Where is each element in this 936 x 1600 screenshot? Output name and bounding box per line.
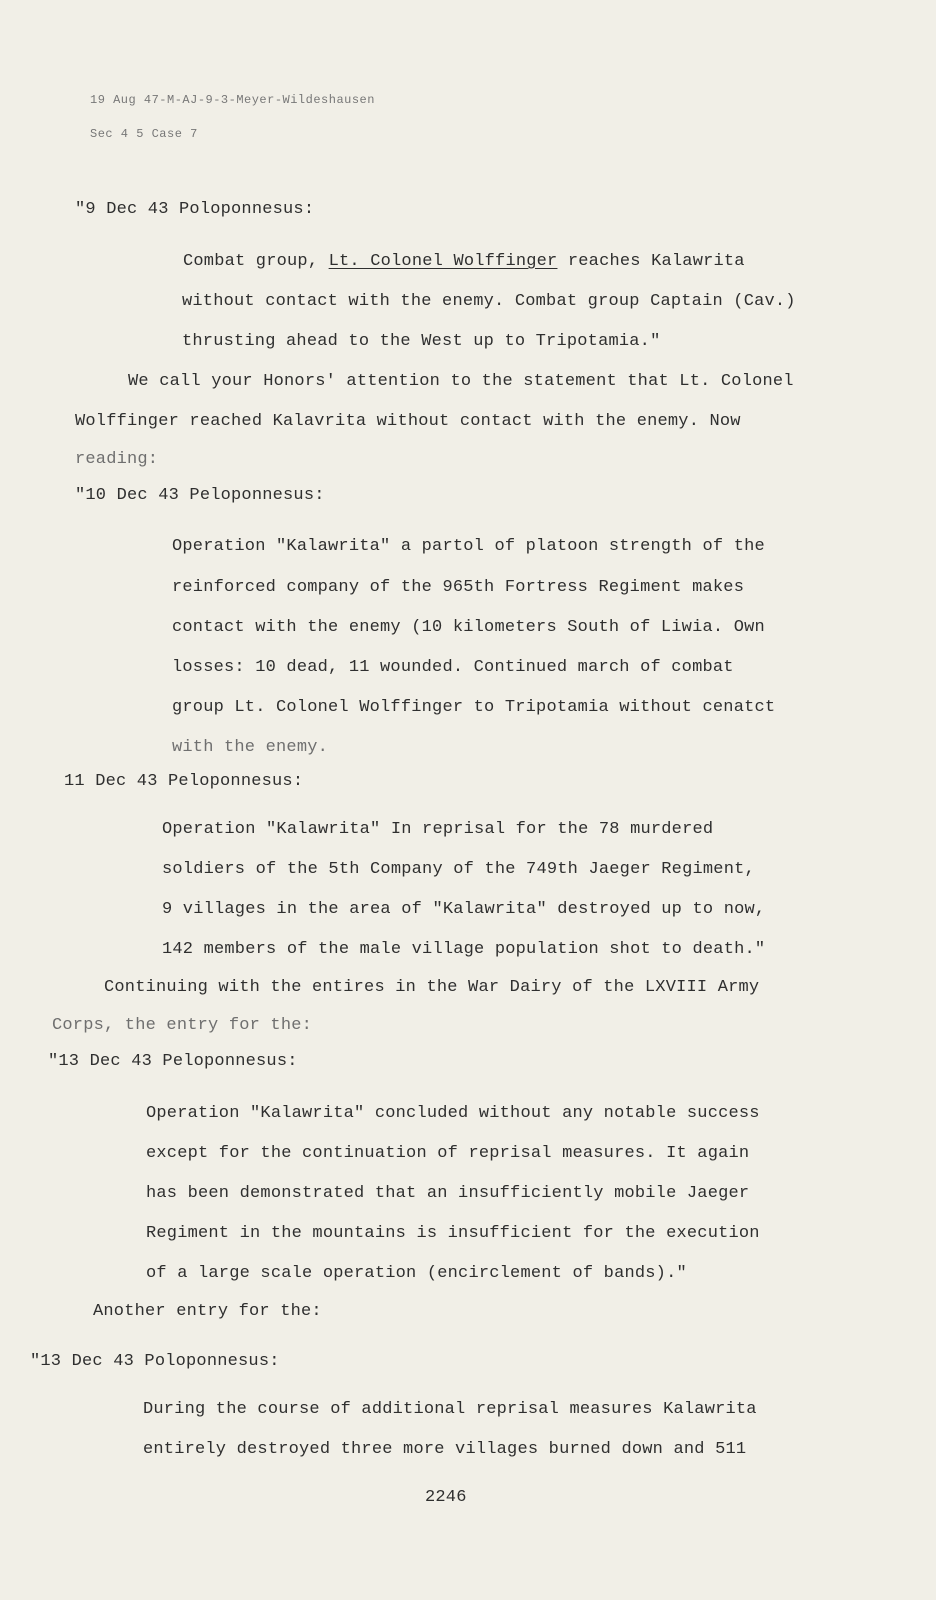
paragraph-line: reading: — [75, 450, 159, 469]
entry-text-line: without contact with the enemy. Combat group Captain (Cav.) — [182, 292, 796, 311]
entry-text-line: soldiers of the 5th Company of the 749th Jaeger Regiment, — [162, 860, 755, 879]
entry-text-line: 9 villages in the area of "Kalawrita" destroyed up to now, — [162, 900, 766, 919]
entry-date-heading: "13 Dec 43 Poloponnesus: — [30, 1352, 280, 1371]
header-section: Sec 4 5 Case 7 — [90, 127, 198, 141]
entry-text-line: has been demonstrated that an insufficiently mobile Jaeger — [146, 1184, 750, 1203]
paragraph-line: Continuing with the entires in the War Dairy of the LXVIII Army — [104, 978, 760, 997]
entry-text-line: losses: 10 dead, 11 wounded. Continued march of combat — [172, 658, 734, 677]
entry-text-line: of a large scale operation (encirclement of bands)." — [146, 1264, 687, 1283]
entry-text-line — [183, 252, 745, 272]
paragraph-line: Wolffinger reached Kalavrita without contact with the enemy. Now — [75, 412, 741, 431]
entry-text-line: During the course of additional reprisal measures Kalawrita — [143, 1400, 757, 1419]
entry-text-line: Regiment in the mountains is insufficient for the execution — [146, 1224, 760, 1243]
page-number: 2246 — [425, 1488, 467, 1507]
entry-text-line: Operation "Kalawrita" concluded without any notable success — [146, 1104, 760, 1123]
entry-text-line: entirely destroyed three more villages burned down and 511 — [143, 1440, 747, 1459]
entry-text-line: thrusting ahead to the West up to Tripotamia." — [182, 332, 661, 351]
entry-text-line: group Lt. Colonel Wolffinger to Tripotamia without cenatct — [172, 698, 776, 717]
paragraph-line: We call your Honors' attention to the statement that Lt. Colonel — [128, 372, 794, 391]
paragraph-line: Corps, the entry for the: — [52, 1016, 313, 1035]
paragraph-line: Another entry for the: — [93, 1302, 322, 1321]
entry-text-line: except for the continuation of reprisal measures. It again — [146, 1144, 750, 1163]
entry-text-line: Operation "Kalawrita" In reprisal for the 78 murdered — [162, 820, 714, 839]
entry-text-segment: Combat group, — [183, 252, 329, 271]
underlined-name: Lt. Colonel Wolffinger — [328, 252, 558, 271]
entry-date-heading: 11 Dec 43 Peloponnesus: — [64, 772, 304, 791]
entry-date-heading: "9 Dec 43 Poloponnesus: — [75, 200, 315, 219]
entry-date-heading: "10 Dec 43 Peloponnesus: — [75, 486, 325, 505]
entry-text-line: reinforced company of the 965th Fortress Regiment makes — [172, 578, 745, 597]
entry-date-heading: "13 Dec 43 Peloponnesus: — [48, 1052, 298, 1071]
entry-text-line: with the enemy. — [172, 738, 329, 757]
entry-text-segment: reaches Kalawrita — [557, 252, 745, 271]
entry-text-line: contact with the enemy (10 kilometers South of Liwia. Own — [172, 618, 765, 637]
entry-text-line: Operation "Kalawrita" a partol of platoon strength of the — [172, 537, 765, 556]
entry-text-line: 142 members of the male village population shot to death." — [162, 940, 766, 959]
header-reference: 19 Aug 47-M-AJ-9-3-Meyer-Wildeshausen — [90, 93, 375, 107]
